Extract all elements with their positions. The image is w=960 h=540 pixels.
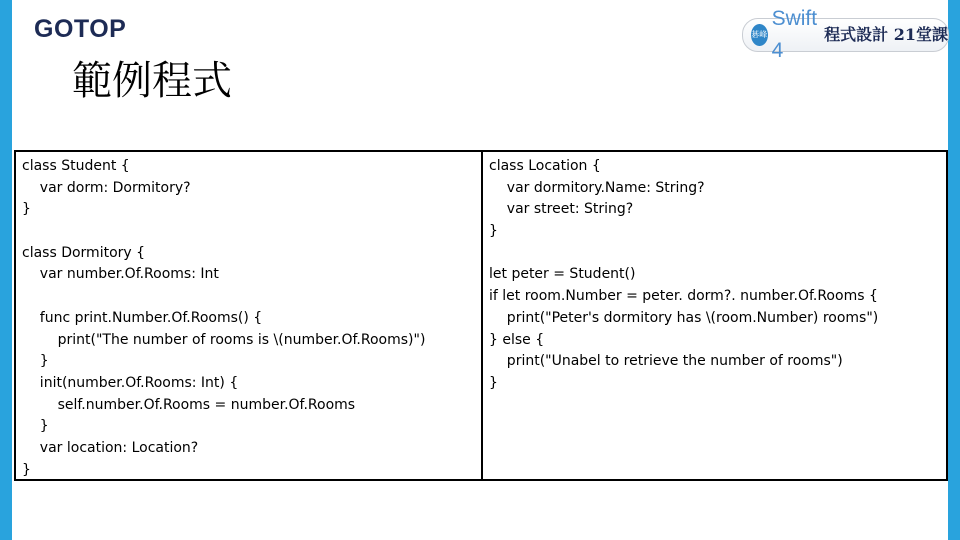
code-line: func print.Number.Of.Rooms() { — [22, 309, 263, 326]
gotop-logo: GOTOP — [34, 15, 127, 43]
code-line: } — [22, 418, 49, 435]
code-line — [489, 243, 940, 265]
left-accent-bar — [0, 0, 12, 540]
code-line: var street: String? — [489, 201, 634, 218]
code-line: print("Unabel to retrieve the number of rooms") — [489, 353, 843, 370]
code-line: class Location { — [489, 158, 601, 174]
code-line: } — [22, 353, 49, 370]
code-line: } — [489, 374, 498, 391]
code-line: init(number.Of.Rooms: Int) { — [22, 374, 239, 391]
code-line — [22, 221, 475, 243]
code-line — [22, 286, 475, 308]
code-line: } — [22, 461, 31, 478]
code-line: var dorm: Dormitory? — [22, 179, 191, 196]
right-accent-bar — [948, 0, 960, 540]
code-line: print("Peter's dormitory has \(room.Number) rooms") — [489, 309, 879, 326]
code-line: var number.Of.Rooms: Int — [22, 266, 219, 283]
code-line: var location: Location? — [22, 439, 199, 456]
publisher-badge-icon: 碁峰 — [751, 24, 768, 46]
code-line: class Dormitory { — [22, 244, 146, 261]
code-line: self.number.Of.Rooms = number.Of.Rooms — [22, 396, 356, 413]
code-line: } — [489, 223, 498, 240]
code-line: let peter = Student() — [489, 266, 636, 283]
code-line: print("The number of rooms is \(number.Of.Rooms)") — [22, 331, 426, 348]
code-line: if let room.Number = peter. dorm?. number.Of.Rooms { — [489, 288, 878, 305]
code-line: var dormitory.Name: String? — [489, 179, 705, 196]
swift-logo-word: Swift 4 — [771, 7, 818, 62]
page-title: 範例程式 — [72, 58, 232, 104]
code-cell-right — [483, 152, 946, 479]
code-line: } — [22, 201, 31, 218]
code-line: class Student { — [22, 158, 130, 174]
code-cell-left — [16, 152, 483, 479]
book-series-tag: 程式設計 21堂課 — [824, 25, 948, 44]
swift-book-logo — [742, 7, 949, 62]
code-table — [14, 150, 948, 481]
code-line: } else { — [489, 331, 545, 348]
